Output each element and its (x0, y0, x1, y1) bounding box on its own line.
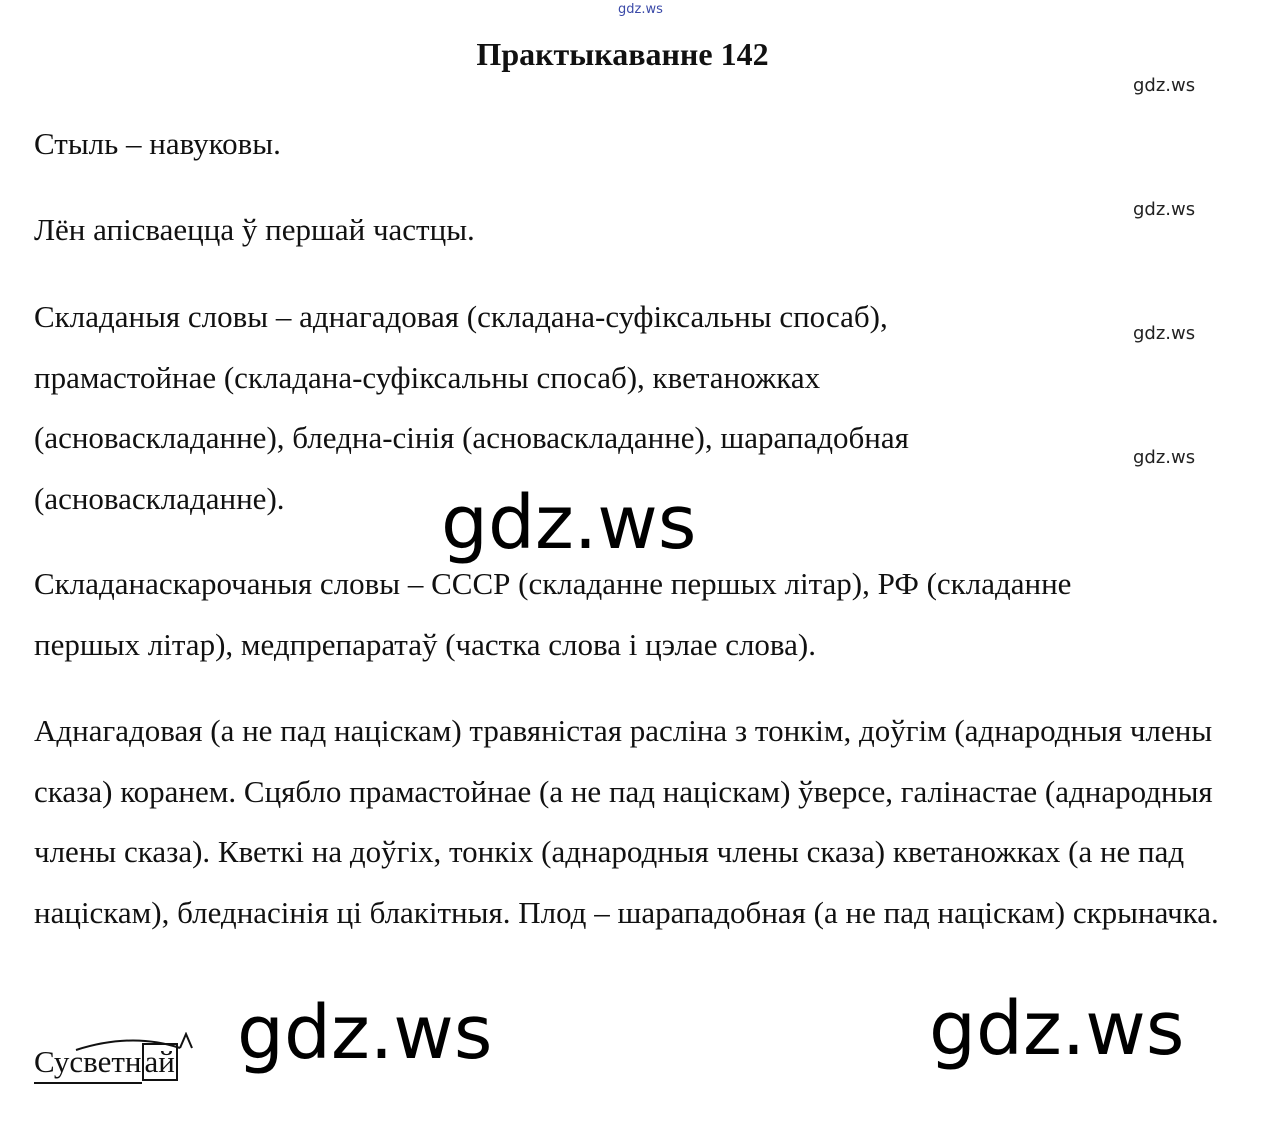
word-stem: Сусветн (34, 1042, 142, 1084)
side-watermark: gdz.ws (1133, 75, 1196, 96)
side-watermark: gdz.ws (1133, 323, 1196, 344)
paragraph-description: Аднагадовая (а не пад націскам) травяністая расліна з тонкім, доўгім (аднародныя члены сказа) коранем. Сцябло прамастойнае (а не пад націскам) ўверсе, галінастае (аднародныя члены сказа). Кветкі на доўгіх, тонкіх (аднародныя члены сказа) кветаножках (а не пад націскам), бледнасінія ці блакітныя. Плод – шарападобная (а не пад націскам) скрыначка. (34, 713, 1219, 930)
big-watermark-right: gdz.ws (929, 986, 1185, 1072)
big-watermark-left: gdz.ws (237, 990, 493, 1076)
top-watermark: gdz.ws (618, 2, 663, 17)
paragraph-style: Стыль – навуковы. (34, 126, 281, 161)
word-ending: ай (142, 1043, 178, 1081)
side-watermark: gdz.ws (1133, 199, 1196, 220)
page-title: Практыкаванне 142 (476, 36, 769, 72)
morpheme-analysis (34, 1042, 178, 1084)
side-watermark: gdz.ws (1133, 447, 1196, 468)
paragraph-abbreviations: Складанаскарочаныя словы – СССР (складанне першых літар), РФ (складанне першых літар), медпрепаратаў (частка слова і цэлае слова). (34, 566, 1072, 662)
big-watermark-center: gdz.ws (441, 480, 697, 566)
paragraph-compound-words: Складаныя словы – аднагадовая (складана-суфіксальны спосаб), прамастойнае (складана-суфіксальны спосаб), кветаножках (асноваскладанне), бледна-сінія (асноваскладанне), шарападобная (асноваскладанне). (34, 299, 909, 516)
paragraph-flax: Лён апісваецца ў першай частцы. (34, 212, 475, 247)
